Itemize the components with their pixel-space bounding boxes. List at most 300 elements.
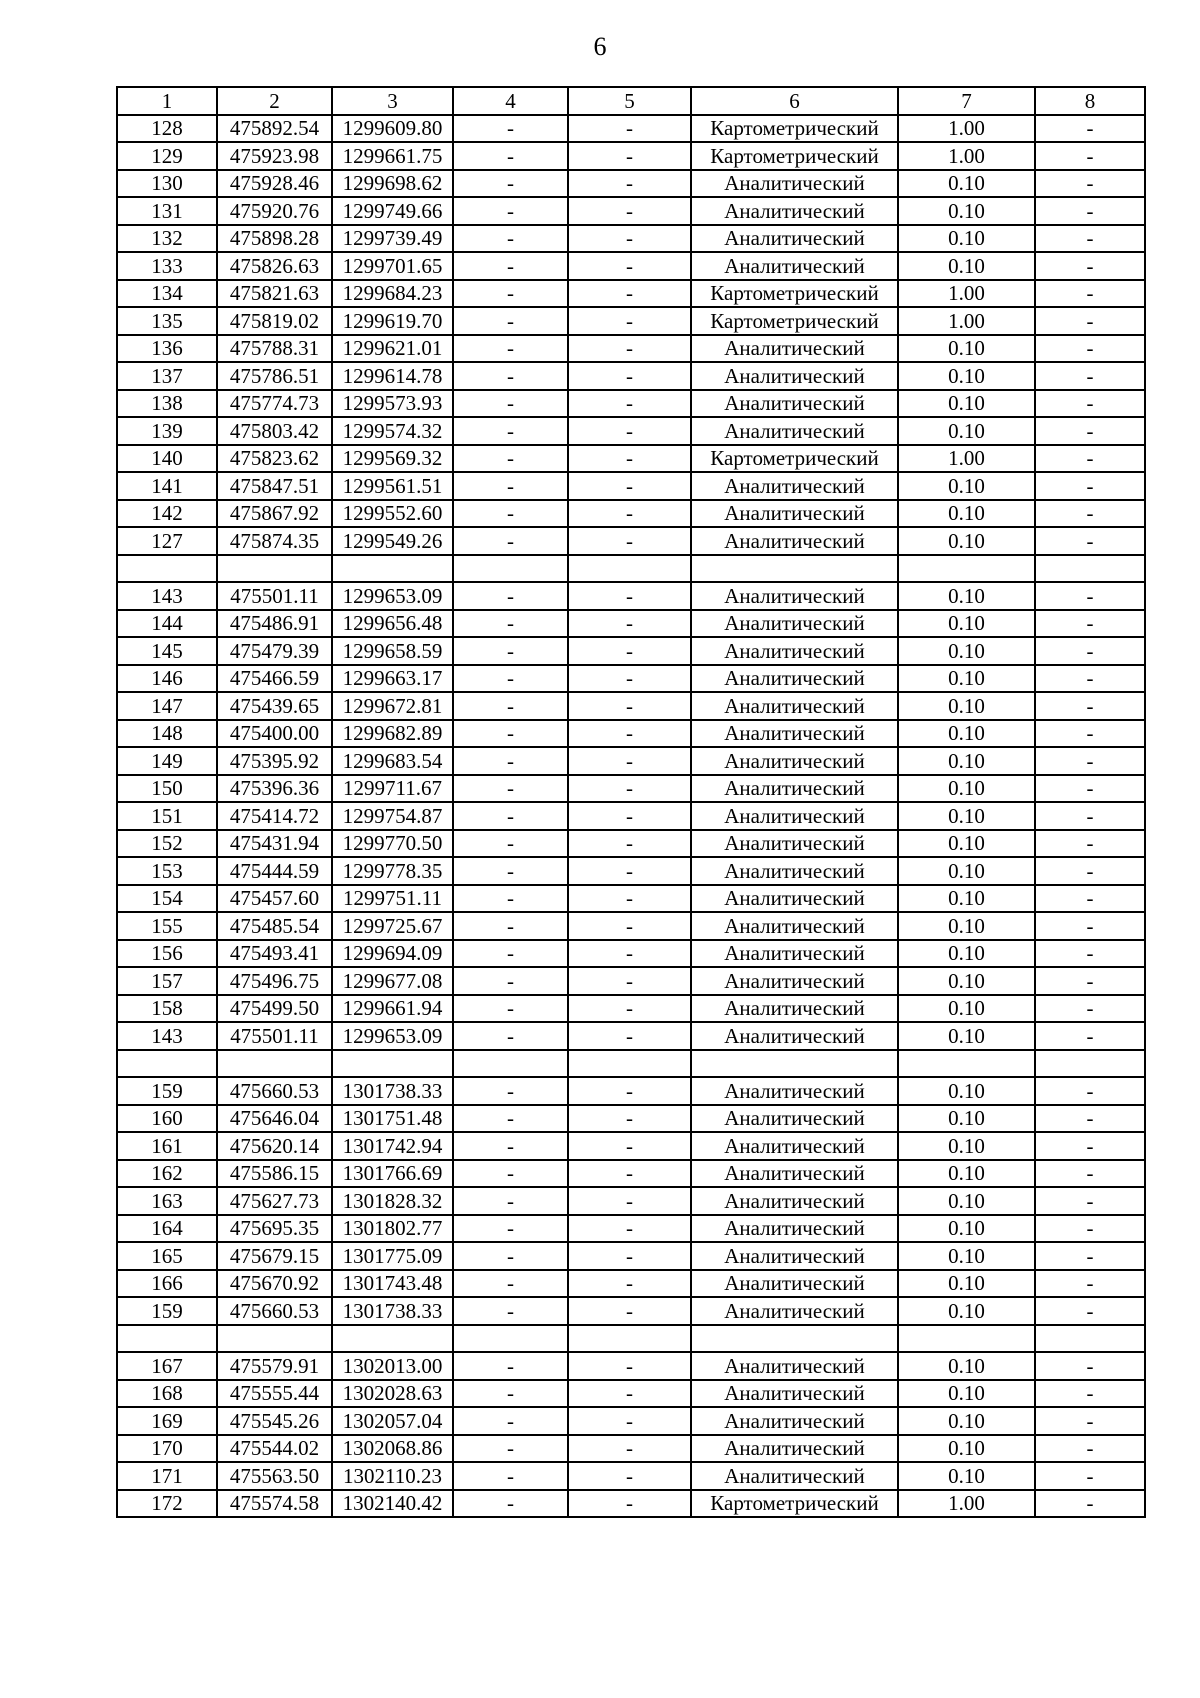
accuracy-cell: 0.10 [898,1242,1035,1270]
method-cell: Аналитический [691,1407,898,1435]
accuracy-cell: 0.10 [898,527,1035,555]
point-number-cell: 150 [117,775,217,803]
point-number-cell: 143 [117,1022,217,1050]
x-coordinate-cell: 475579.91 [217,1352,332,1380]
x-coordinate-cell: 475627.73 [217,1187,332,1215]
accuracy-cell: 0.10 [898,967,1035,995]
y-coordinate-cell: 1301751.48 [332,1105,453,1133]
table-row [117,390,1145,418]
x-coordinate-cell: 475395.92 [217,747,332,775]
method-cell: Аналитический [691,1105,898,1133]
x-coordinate-cell: 475555.44 [217,1380,332,1408]
method-cell: Аналитический [691,720,898,748]
col5-cell: - [568,995,691,1023]
point-number-cell: 172 [117,1490,217,1518]
col4-cell: - [453,582,568,610]
y-coordinate-cell: 1301766.69 [332,1160,453,1188]
method-cell: Аналитический [691,637,898,665]
col5-cell: - [568,610,691,638]
method-cell: Аналитический [691,610,898,638]
accuracy-cell: 0.10 [898,995,1035,1023]
table-row [117,830,1145,858]
table-row [117,142,1145,170]
accuracy-cell: 0.10 [898,775,1035,803]
point-number-cell: 146 [117,665,217,693]
x-coordinate-cell: 475620.14 [217,1132,332,1160]
col4-cell: - [453,610,568,638]
x-coordinate-cell: 475892.54 [217,115,332,143]
method-cell: Аналитический [691,1187,898,1215]
table-header-row [117,87,1145,115]
x-coordinate-cell: 475499.50 [217,995,332,1023]
table-row-separator [117,1325,1145,1353]
col8-cell: - [1035,1105,1145,1133]
x-coordinate-cell: 475493.41 [217,940,332,968]
col4-cell: - [453,115,568,143]
table-row [117,1160,1145,1188]
table-row [117,1022,1145,1050]
point-number-cell: 161 [117,1132,217,1160]
method-cell: Аналитический [691,995,898,1023]
col5-cell: - [568,1407,691,1435]
col8-cell: - [1035,445,1145,473]
table-row [117,1435,1145,1463]
col4-cell: - [453,830,568,858]
accuracy-cell: 0.10 [898,885,1035,913]
method-cell [691,555,898,583]
point-number-cell: 133 [117,252,217,280]
col4-cell: - [453,967,568,995]
point-number-cell: 143 [117,582,217,610]
col5-cell: - [568,1270,691,1298]
point-number-cell: 138 [117,390,217,418]
y-coordinate-cell: 1299694.09 [332,940,453,968]
x-coordinate-cell: 475774.73 [217,390,332,418]
accuracy-cell: 0.10 [898,335,1035,363]
method-cell: Картометрический [691,115,898,143]
point-number-cell: 134 [117,280,217,308]
method-cell: Аналитический [691,802,898,830]
col5-cell: - [568,1105,691,1133]
y-coordinate-cell: 1299778.35 [332,857,453,885]
col4-cell: - [453,1435,568,1463]
page-number: 6 [593,32,607,61]
method-cell: Аналитический [691,912,898,940]
point-number-cell: 141 [117,472,217,500]
table-row [117,940,1145,968]
accuracy-cell: 0.10 [898,170,1035,198]
col5-cell: - [568,472,691,500]
point-number-cell: 156 [117,940,217,968]
y-coordinate-cell: 1299749.66 [332,197,453,225]
col4-cell: - [453,1160,568,1188]
point-number-cell: 137 [117,362,217,390]
col8-cell: - [1035,1160,1145,1188]
accuracy-cell: 0.10 [898,665,1035,693]
x-coordinate-cell: 475485.54 [217,912,332,940]
col4-cell: - [453,225,568,253]
col5-cell: - [568,582,691,610]
point-number-cell: 128 [117,115,217,143]
col4-cell: - [453,1242,568,1270]
col8-cell: - [1035,665,1145,693]
table-row [117,995,1145,1023]
y-coordinate-cell: 1299698.62 [332,170,453,198]
x-coordinate-cell: 475501.11 [217,1022,332,1050]
table-row [117,1490,1145,1518]
col4-cell [453,1325,568,1353]
method-cell: Аналитический [691,1242,898,1270]
method-cell: Аналитический [691,857,898,885]
x-coordinate-cell: 475439.65 [217,692,332,720]
col8-cell: - [1035,940,1145,968]
col5-cell: - [568,665,691,693]
accuracy-cell: 1.00 [898,142,1035,170]
point-number-cell: 166 [117,1270,217,1298]
x-coordinate-cell: 475563.50 [217,1462,332,1490]
y-coordinate-cell: 1299682.89 [332,720,453,748]
col4-cell: - [453,1187,568,1215]
x-coordinate-cell: 475823.62 [217,445,332,473]
col4-cell: - [453,1215,568,1243]
accuracy-cell: 0.10 [898,1407,1035,1435]
x-coordinate-cell: 475803.42 [217,417,332,445]
table-row [117,775,1145,803]
y-coordinate-cell: 1299569.32 [332,445,453,473]
y-coordinate-cell: 1299739.49 [332,225,453,253]
col4-cell: - [453,252,568,280]
point-number-cell: 159 [117,1077,217,1105]
accuracy-cell: 1.00 [898,445,1035,473]
accuracy-cell: 0.10 [898,802,1035,830]
table-row [117,500,1145,528]
col8-cell: - [1035,115,1145,143]
accuracy-cell: 0.10 [898,1022,1035,1050]
col4-cell: - [453,885,568,913]
y-coordinate-cell: 1302057.04 [332,1407,453,1435]
column-header-8: 8 [1035,87,1145,115]
table-row [117,362,1145,390]
table-row [117,610,1145,638]
col4-cell: - [453,857,568,885]
col5-cell: - [568,940,691,968]
col5-cell: - [568,885,691,913]
y-coordinate-cell: 1299663.17 [332,665,453,693]
y-coordinate-cell: 1302140.42 [332,1490,453,1518]
table-row [117,967,1145,995]
y-coordinate-cell: 1299574.32 [332,417,453,445]
coordinates-table [116,86,1146,1518]
accuracy-cell: 0.10 [898,1077,1035,1105]
col4-cell: - [453,637,568,665]
table-row [117,692,1145,720]
col4-cell: - [453,1490,568,1518]
x-coordinate-cell: 475414.72 [217,802,332,830]
x-coordinate-cell: 475847.51 [217,472,332,500]
x-coordinate-cell: 475586.15 [217,1160,332,1188]
point-number-cell: 154 [117,885,217,913]
col5-cell: - [568,1215,691,1243]
table-row [117,252,1145,280]
x-coordinate-cell [217,555,332,583]
method-cell: Картометрический [691,142,898,170]
y-coordinate-cell: 1302028.63 [332,1380,453,1408]
x-coordinate-cell: 475670.92 [217,1270,332,1298]
col5-cell: - [568,1022,691,1050]
col4-cell: - [453,390,568,418]
col8-cell: - [1035,335,1145,363]
col5-cell: - [568,692,691,720]
y-coordinate-cell: 1299683.54 [332,747,453,775]
col5-cell: - [568,252,691,280]
col8-cell: - [1035,967,1145,995]
col4-cell: - [453,1077,568,1105]
col8-cell: - [1035,225,1145,253]
col8-cell: - [1035,857,1145,885]
x-coordinate-cell: 475821.63 [217,280,332,308]
x-coordinate-cell: 475867.92 [217,500,332,528]
method-cell: Аналитический [691,1352,898,1380]
y-coordinate-cell: 1299661.75 [332,142,453,170]
col5-cell: - [568,225,691,253]
point-number-cell: 169 [117,1407,217,1435]
col8-cell: - [1035,637,1145,665]
y-coordinate-cell: 1299619.70 [332,307,453,335]
x-coordinate-cell: 475660.53 [217,1297,332,1325]
table-row [117,1380,1145,1408]
table-row [117,197,1145,225]
method-cell: Картометрический [691,445,898,473]
y-coordinate-cell: 1299549.26 [332,527,453,555]
y-coordinate-cell: 1299677.08 [332,967,453,995]
point-number-cell: 160 [117,1105,217,1133]
col8-cell: - [1035,417,1145,445]
table-row [117,1352,1145,1380]
point-number-cell [117,1325,217,1353]
col4-cell: - [453,472,568,500]
col4-cell: - [453,1105,568,1133]
col8-cell: - [1035,170,1145,198]
y-coordinate-cell [332,1050,453,1078]
point-number-cell: 142 [117,500,217,528]
y-coordinate-cell: 1299653.09 [332,1022,453,1050]
y-coordinate-cell: 1301738.33 [332,1297,453,1325]
col8-cell: - [1035,527,1145,555]
accuracy-cell: 1.00 [898,280,1035,308]
column-header-1: 1 [117,87,217,115]
accuracy-cell: 0.10 [898,472,1035,500]
method-cell: Аналитический [691,1022,898,1050]
col5-cell: - [568,280,691,308]
method-cell: Аналитический [691,665,898,693]
col5-cell: - [568,1187,691,1215]
table-row-separator [117,1050,1145,1078]
col8-cell: - [1035,582,1145,610]
col5-cell: - [568,1297,691,1325]
point-number-cell: 140 [117,445,217,473]
method-cell: Аналитический [691,1297,898,1325]
x-coordinate-cell: 475695.35 [217,1215,332,1243]
col4-cell: - [453,775,568,803]
table-row [117,1297,1145,1325]
column-header-6: 6 [691,87,898,115]
col5-cell: - [568,775,691,803]
col8-cell: - [1035,1132,1145,1160]
col4-cell: - [453,307,568,335]
point-number-cell: 164 [117,1215,217,1243]
x-coordinate-cell: 475396.36 [217,775,332,803]
x-coordinate-cell: 475660.53 [217,1077,332,1105]
col8-cell: - [1035,912,1145,940]
col5-cell: - [568,1077,691,1105]
col4-cell: - [453,280,568,308]
col4-cell: - [453,1407,568,1435]
table-row [117,335,1145,363]
accuracy-cell: 0.10 [898,252,1035,280]
x-coordinate-cell: 475923.98 [217,142,332,170]
col5-cell: - [568,142,691,170]
accuracy-cell: 0.10 [898,1160,1035,1188]
col4-cell: - [453,1352,568,1380]
accuracy-cell: 1.00 [898,307,1035,335]
x-coordinate-cell: 475457.60 [217,885,332,913]
accuracy-cell: 0.10 [898,417,1035,445]
col8-cell: - [1035,1187,1145,1215]
method-cell: Аналитический [691,252,898,280]
accuracy-cell: 0.10 [898,582,1035,610]
col5-cell: - [568,1490,691,1518]
x-coordinate-cell: 475819.02 [217,307,332,335]
col4-cell: - [453,692,568,720]
method-cell: Аналитический [691,940,898,968]
col4-cell: - [453,720,568,748]
column-header-7: 7 [898,87,1035,115]
accuracy-cell: 0.10 [898,1215,1035,1243]
table-body [117,115,1145,1518]
x-coordinate-cell: 475826.63 [217,252,332,280]
y-coordinate-cell: 1299621.01 [332,335,453,363]
point-number-cell: 153 [117,857,217,885]
table-row [117,582,1145,610]
point-number-cell: 129 [117,142,217,170]
col4-cell: - [453,197,568,225]
table-row [117,1187,1145,1215]
y-coordinate-cell: 1299725.67 [332,912,453,940]
col8-cell: - [1035,692,1145,720]
accuracy-cell: 0.10 [898,197,1035,225]
x-coordinate-cell: 475400.00 [217,720,332,748]
x-coordinate-cell: 475444.59 [217,857,332,885]
col5-cell: - [568,857,691,885]
x-coordinate-cell [217,1325,332,1353]
col4-cell: - [453,1297,568,1325]
accuracy-cell: 0.10 [898,362,1035,390]
x-coordinate-cell: 475679.15 [217,1242,332,1270]
col5-cell: - [568,1242,691,1270]
accuracy-cell: 0.10 [898,1462,1035,1490]
col5-cell: - [568,362,691,390]
col5-cell: - [568,1435,691,1463]
point-number-cell: 130 [117,170,217,198]
point-number-cell: 162 [117,1160,217,1188]
col8-cell: - [1035,362,1145,390]
col4-cell [453,1050,568,1078]
y-coordinate-cell: 1299701.65 [332,252,453,280]
col8-cell [1035,1325,1145,1353]
point-number-cell: 155 [117,912,217,940]
col5-cell: - [568,527,691,555]
col8-cell: - [1035,472,1145,500]
col4-cell: - [453,362,568,390]
method-cell [691,1050,898,1078]
y-coordinate-cell: 1299552.60 [332,500,453,528]
table-row [117,1077,1145,1105]
x-coordinate-cell: 475874.35 [217,527,332,555]
accuracy-cell: 0.10 [898,1187,1035,1215]
accuracy-cell: 0.10 [898,1380,1035,1408]
col4-cell: - [453,665,568,693]
table-row [117,1270,1145,1298]
method-cell: Аналитический [691,1215,898,1243]
method-cell: Аналитический [691,197,898,225]
col8-cell: - [1035,995,1145,1023]
method-cell: Аналитический [691,390,898,418]
accuracy-cell: 0.10 [898,1352,1035,1380]
point-number-cell: 147 [117,692,217,720]
table-row [117,527,1145,555]
y-coordinate-cell: 1301743.48 [332,1270,453,1298]
col8-cell: - [1035,720,1145,748]
method-cell: Аналитический [691,472,898,500]
col5-cell: - [568,747,691,775]
method-cell: Аналитический [691,692,898,720]
y-coordinate-cell: 1301742.94 [332,1132,453,1160]
table-row [117,857,1145,885]
point-number-cell [117,555,217,583]
col5-cell: - [568,1160,691,1188]
table-row [117,802,1145,830]
accuracy-cell [898,555,1035,583]
col8-cell: - [1035,1380,1145,1408]
y-coordinate-cell: 1301738.33 [332,1077,453,1105]
point-number-cell: 132 [117,225,217,253]
accuracy-cell: 0.10 [898,747,1035,775]
x-coordinate-cell: 475788.31 [217,335,332,363]
y-coordinate-cell: 1301828.32 [332,1187,453,1215]
point-number-cell: 158 [117,995,217,1023]
method-cell: Аналитический [691,885,898,913]
col5-cell [568,555,691,583]
point-number-cell: 139 [117,417,217,445]
x-coordinate-cell: 475431.94 [217,830,332,858]
x-coordinate-cell: 475898.28 [217,225,332,253]
y-coordinate-cell: 1299751.11 [332,885,453,913]
x-coordinate-cell: 475544.02 [217,1435,332,1463]
col4-cell: - [453,940,568,968]
x-coordinate-cell: 475574.58 [217,1490,332,1518]
point-number-cell: 127 [117,527,217,555]
col4-cell: - [453,445,568,473]
x-coordinate-cell: 475501.11 [217,582,332,610]
table-row [117,307,1145,335]
x-coordinate-cell: 475786.51 [217,362,332,390]
point-number-cell: 144 [117,610,217,638]
y-coordinate-cell: 1302013.00 [332,1352,453,1380]
column-header-4: 4 [453,87,568,115]
table-row [117,225,1145,253]
table-row [117,912,1145,940]
table-row [117,417,1145,445]
